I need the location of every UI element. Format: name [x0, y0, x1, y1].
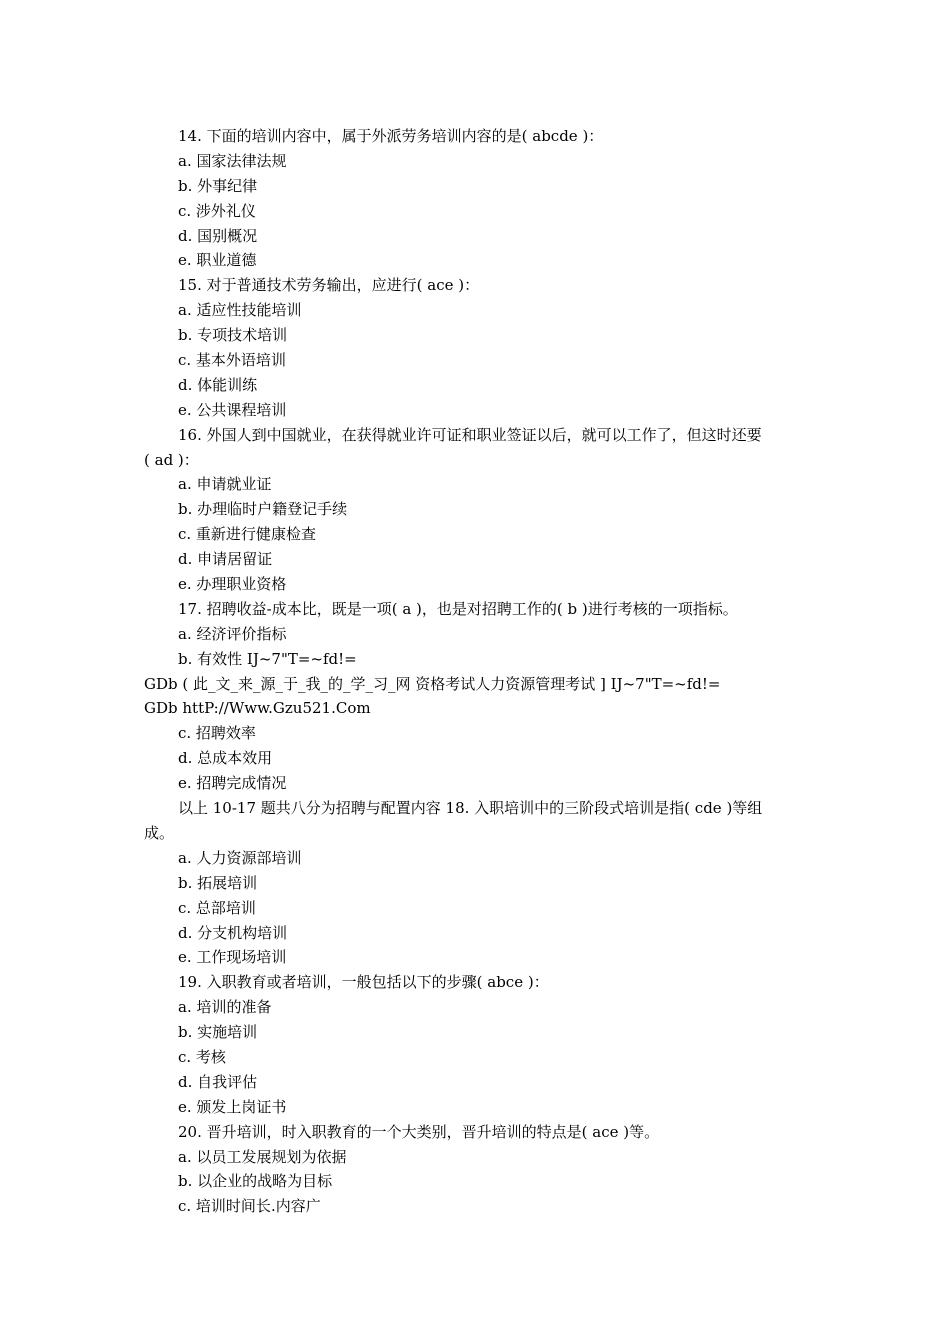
text-line: 14. 下面的培训内容中，属于外派劳务培训内容的是( abcde )：	[178, 127, 604, 145]
text-line: 以上 10-17 题共八分为招聘与配置内容 18. 入职培训中的三阶段式培训是指( cde )等组	[178, 799, 763, 818]
text-line: 15. 对于普通技术劳务输出，应进行( ace )：	[178, 276, 480, 295]
text-line: b. 办理临时户籍登记手续	[178, 500, 348, 519]
text-line: e. 颁发上岗证书	[178, 1097, 287, 1116]
text-line: 20. 晋升培训，时入职教育的一个大类别，晋升培训的特点是( ace )等。	[178, 1122, 660, 1141]
text-line: e. 职业道德	[178, 251, 257, 270]
text-line: d. 国别概况	[178, 226, 258, 245]
text-line: b. 实施培训	[178, 1023, 258, 1042]
text-line: c. 培训时间长.内容广	[178, 1197, 321, 1216]
text-line: 19. 入职教育或者培训，一般包括以下的步骤( abce )：	[178, 973, 549, 992]
text-line: b. 专项技术培训	[178, 326, 288, 345]
text-line: c. 招聘效率	[178, 724, 256, 743]
text-line: e. 公共课程培训	[178, 400, 287, 419]
text-line: d. 体能训练	[178, 375, 258, 394]
text-line: d. 总成本效用	[178, 749, 273, 768]
text-line: a. 培训的准备	[178, 998, 272, 1017]
text-line: b. 拓展培训	[178, 873, 258, 892]
text-line: c. 总部培训	[178, 898, 256, 917]
text-line: GDb ( 此_文_来_源_于_我_的_学_习_网 资格考试人力资源管理考试 ] IJ~7"T=~fd!=	[144, 674, 721, 693]
text-line: b. 以企业的战略为目标	[178, 1172, 333, 1191]
text-line: e. 办理职业资格	[178, 575, 287, 594]
text-line: d. 自我评估	[178, 1072, 258, 1091]
text-line: ( ad )：	[144, 450, 199, 469]
text-line: c. 基本外语培训	[178, 351, 286, 370]
text-line: a. 申请就业证	[178, 475, 272, 494]
text-line: 17. 招聘收益-成本比，既是一项( a )，也是对招聘工作的( b )进行考核的一项指标。	[178, 599, 738, 618]
text-line: GDb httP://Www.Gzu521.Com	[144, 699, 371, 718]
text-line: 16. 外国人到中国就业，在获得就业许可证和职业签证以后，就可以工作了，但这时还要	[178, 425, 762, 444]
text-line: a. 适应性技能培训	[178, 301, 302, 320]
text-line: e. 工作现场培训	[178, 948, 287, 967]
text-line: a. 国家法律法规	[178, 151, 287, 170]
text-line: a. 经济评价指标	[178, 624, 287, 643]
text-line: 成。	[144, 823, 175, 842]
text-line: c. 考核	[178, 1047, 226, 1066]
text-line: b. 外事纪律	[178, 176, 258, 195]
text-line: d. 申请居留证	[178, 550, 273, 569]
text-line: e. 招聘完成情况	[178, 774, 287, 793]
document-body	[144, 124, 810, 1219]
text-line: d. 分支机构培训	[178, 923, 288, 942]
text-line: c. 涉外礼仪	[178, 201, 256, 220]
text-line: a. 以员工发展规划为依据	[178, 1147, 347, 1166]
text-line: a. 人力资源部培训	[178, 848, 302, 867]
text-line: c. 重新进行健康检查	[178, 525, 316, 544]
text-line: b. 有效性 IJ~7"T=~fd!=	[178, 649, 357, 668]
